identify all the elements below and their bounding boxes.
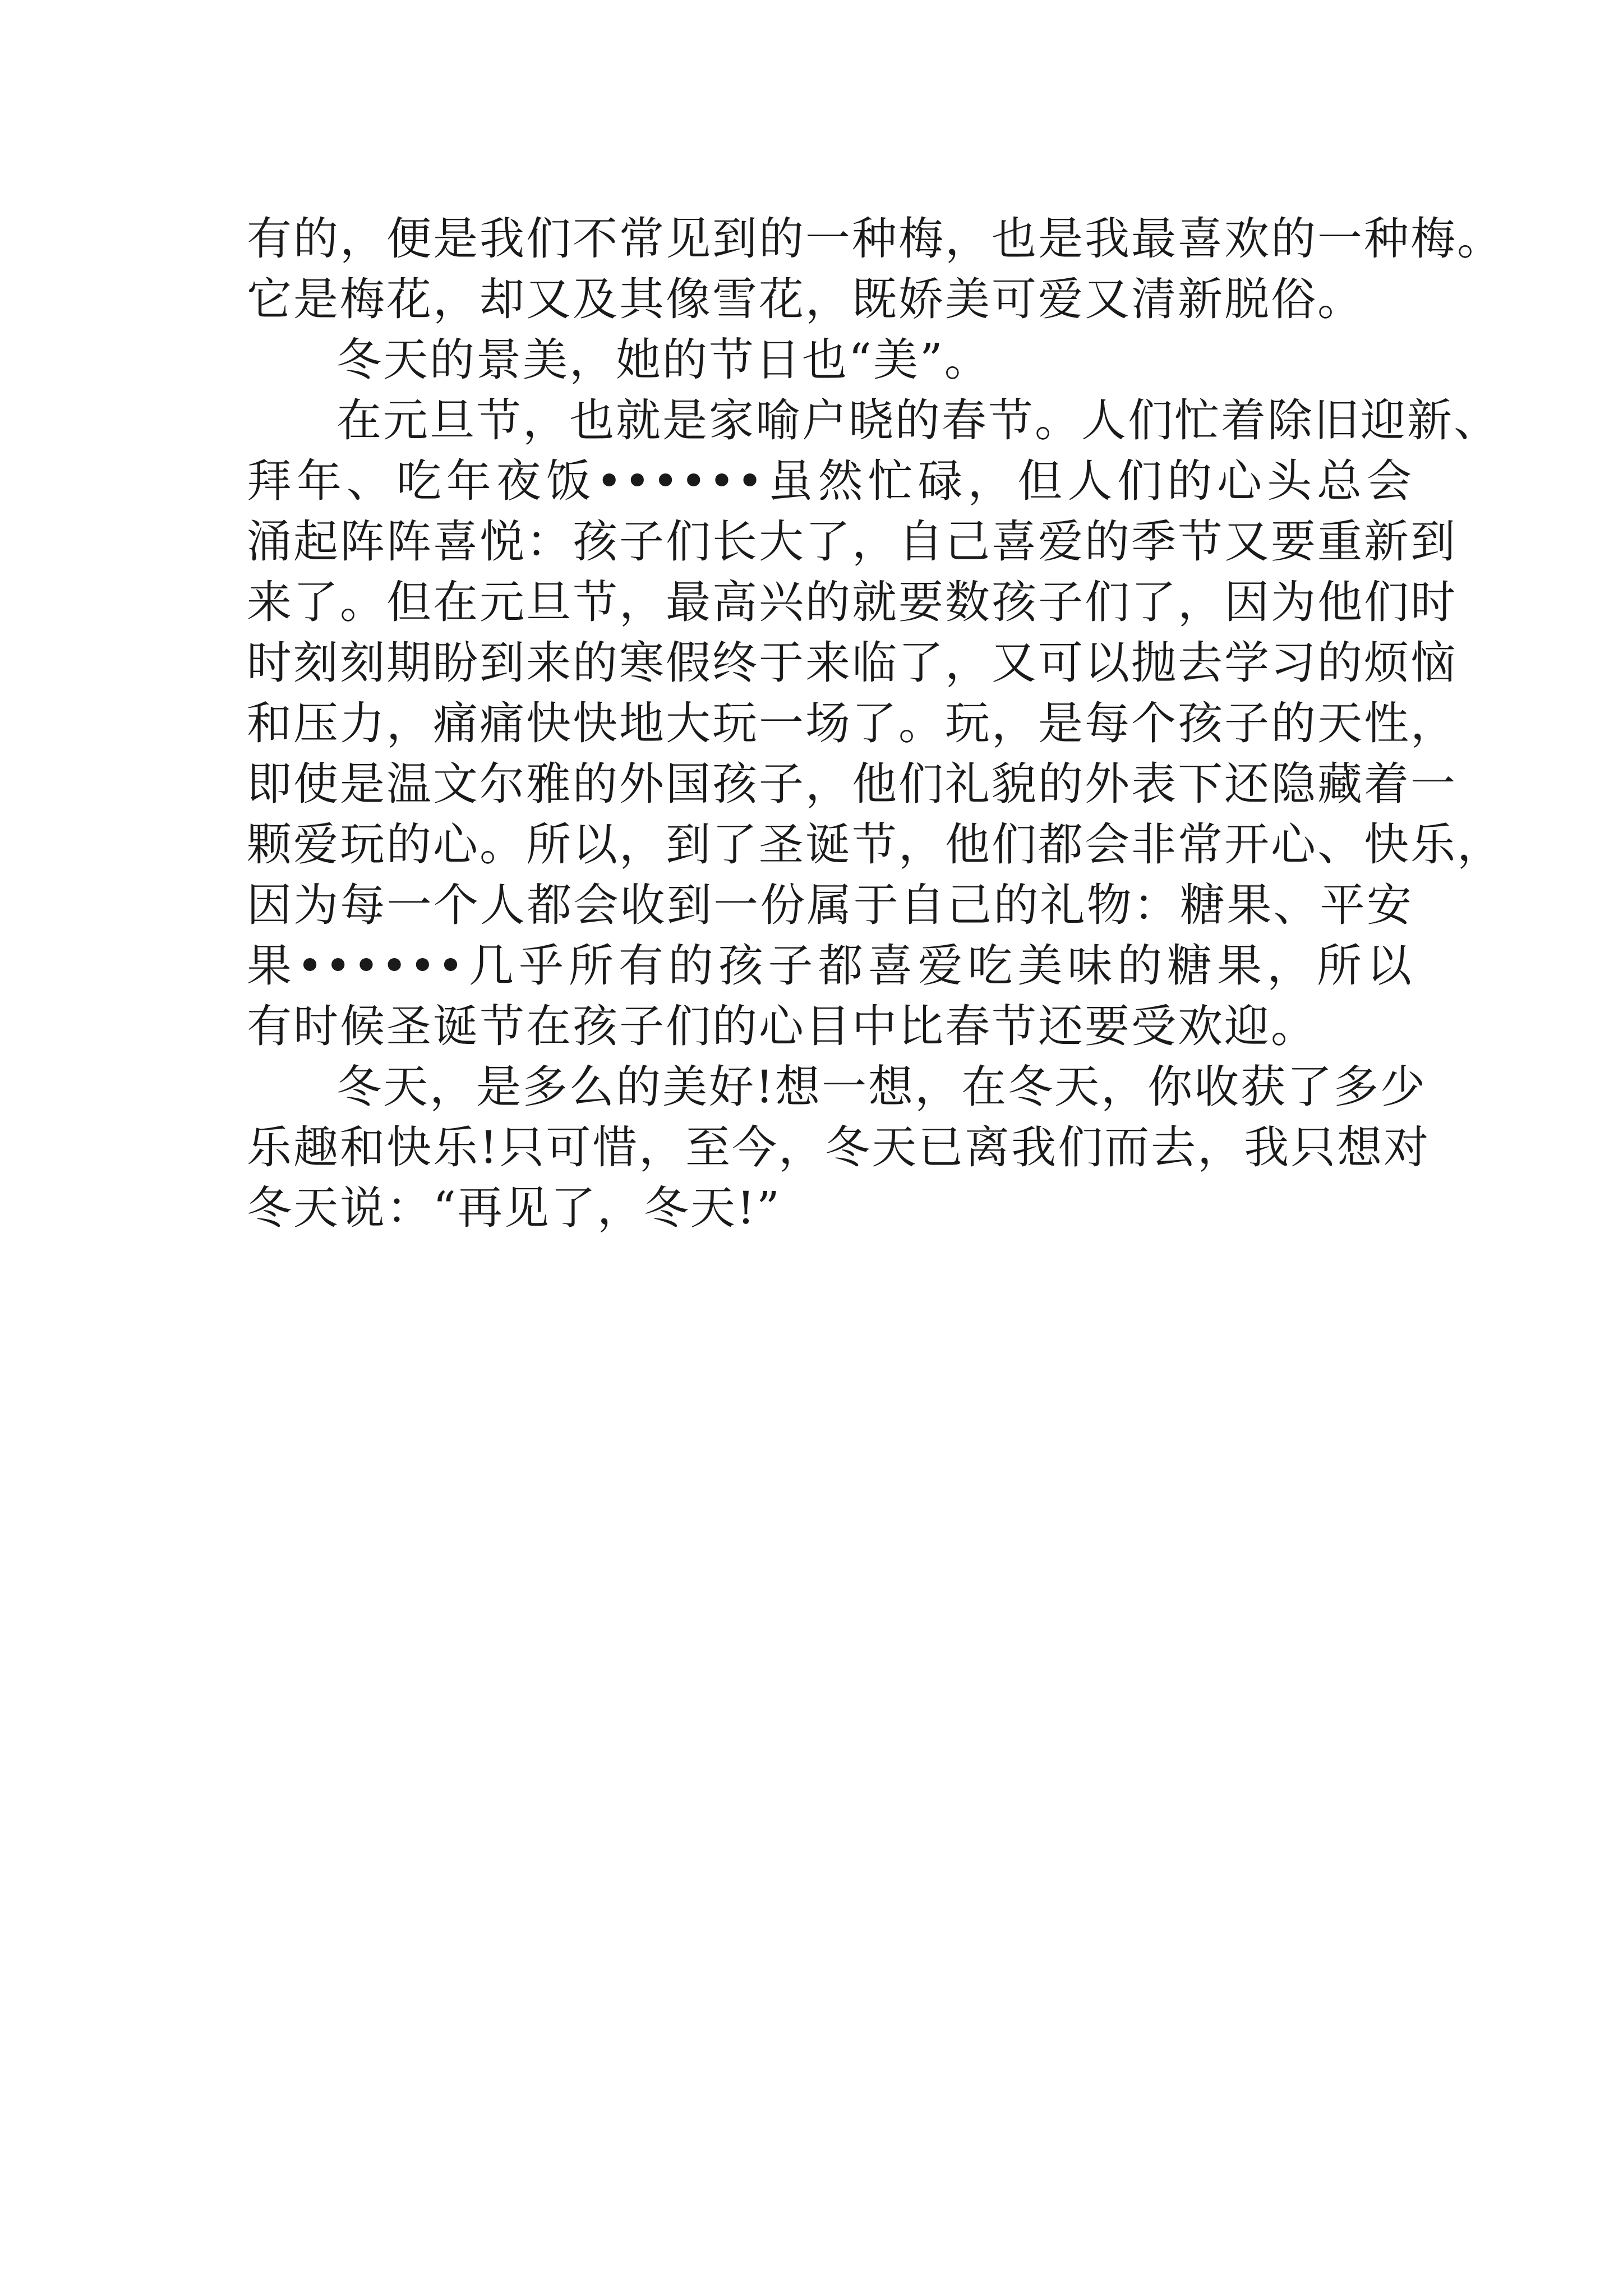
text-line: 因为每一个人都会收到一份属于自己的礼物：糖果、平安	[247, 879, 1413, 931]
text-line: 来了。但在元旦节，最高兴的就要数孩子们了，因为他们时	[247, 576, 1457, 628]
text-line: 即使是温文尔雅的外国孩子，他们礼貌的外表下还隐藏着一	[247, 758, 1457, 810]
text-line: 和压力，痛痛快快地大玩一场了。玩，是每个孩子的天性，	[247, 697, 1457, 749]
text-line: 冬天说：“再见了，冬天!”	[247, 1182, 781, 1234]
text-line: 有时候圣诞节在孩子们的心目中比春节还要受欢迎。	[247, 1000, 1317, 1052]
text-line: 在元旦节，也就是家喻户晓的春节。人们忙着除旧迎新、	[336, 394, 1500, 447]
text-line: 拜年、吃年夜饭••••••虽然忙碌，但人们的心头总会	[247, 455, 1413, 507]
text-line: 它是梅花，却又及其像雪花，既娇美可爱又清新脱俗。	[247, 273, 1364, 325]
text-line: 果••••••几乎所有的孩子都喜爱吃美味的糖果，所以	[247, 940, 1413, 992]
text-line: 有的，便是我们不常见到的一种梅，也是我最喜欢的一种梅。	[247, 213, 1504, 265]
body-text	[247, 209, 1504, 1239]
text-line: 涌起阵阵喜悦：孩子们长大了，自己喜爱的季节又要重新到	[247, 516, 1457, 568]
text-line: 冬天的景美，她的节日也“美”。	[336, 334, 991, 386]
text-line: 乐趣和快乐!只可惜，至今，冬天已离我们而去，我只想对	[247, 1121, 1431, 1174]
text-line: 颗爱玩的心。所以，到了圣诞节，他们都会非常开心、快乐，	[247, 818, 1504, 871]
text-line: 冬天，是多么的美好!想一想，在冬天，你收获了多少	[336, 1061, 1427, 1113]
text-line: 时刻刻期盼到来的寒假终于来临了，又可以抛去学习的烦恼	[247, 637, 1457, 689]
